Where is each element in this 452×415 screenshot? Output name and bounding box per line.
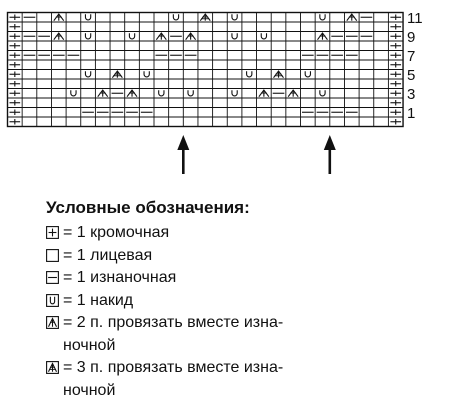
legend-item — [46, 222, 283, 245]
row-number-label: 1 — [407, 104, 416, 122]
legend-text — [63, 357, 283, 402]
legend-title: Условные обозначения: — [46, 198, 250, 217]
legend-label-continuation: ночной — [63, 336, 116, 354]
knit-stitch-icon — [46, 249, 59, 262]
edge-stitch-icon — [46, 226, 59, 239]
legend-text — [63, 245, 152, 268]
two-together-icon — [46, 316, 59, 329]
legend-item — [46, 357, 283, 402]
legend-label: = 3 п. провязать вместе изна- — [63, 359, 284, 376]
legend-label: = 1 изнаночная — [63, 269, 177, 286]
legend-label: = 1 лицевая — [63, 246, 153, 264]
chart-grid — [8, 13, 404, 127]
legend-list — [46, 222, 283, 402]
row-number-label: 11 — [407, 9, 423, 27]
legend-item — [46, 312, 283, 357]
three-together-icon — [46, 361, 59, 374]
arrow-up-icon — [324, 135, 336, 174]
legend-label: = 1 кромочная — [63, 224, 170, 241]
legend-text — [63, 267, 176, 290]
row-number-label: 7 — [407, 47, 416, 65]
row-number-label: 3 — [407, 85, 416, 103]
legend-label: = 2 п. провязать вместе изна- — [63, 314, 284, 331]
legend-item — [46, 245, 283, 268]
legend-label-continuation: ночной — [63, 381, 116, 399]
knitting-chart — [0, 0, 452, 190]
yarn-over-icon — [46, 294, 59, 307]
legend-text — [63, 312, 283, 357]
row-number-label: 9 — [407, 28, 416, 46]
legend-text — [63, 222, 169, 245]
legend-item — [46, 290, 283, 313]
legend-label: = 1 накид — [63, 291, 134, 309]
legend-item — [46, 267, 283, 290]
arrow-up-icon — [177, 135, 189, 174]
row-number-label: 5 — [407, 66, 416, 84]
purl-stitch-icon — [46, 271, 59, 284]
legend-text — [63, 290, 133, 313]
